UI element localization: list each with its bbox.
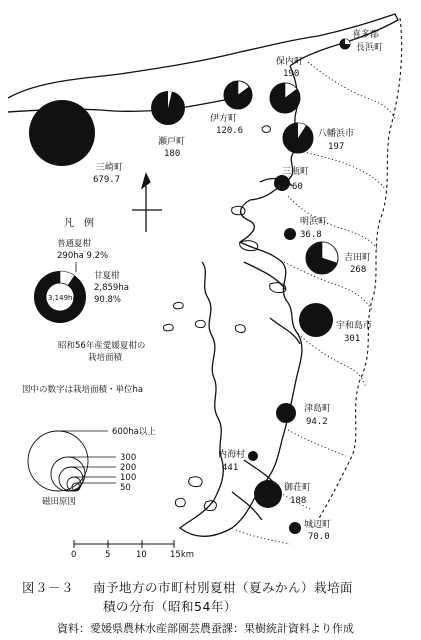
label-value: 60 [292, 182, 303, 192]
label-value: 268 [350, 265, 367, 275]
label-name: 八幡浜市 [318, 129, 355, 139]
figure-title-2: 積の分布（昭和54年） [103, 599, 237, 614]
scale-circle-label: 50 [120, 483, 131, 493]
legend-normal-value: 290ha 9.2% [57, 251, 109, 261]
legend-amanatsu-label: 甘夏柑 [94, 271, 120, 281]
scale-tick: 5 [105, 550, 111, 560]
label-name: 明浜町 [300, 217, 328, 227]
label-value: 94.2 [306, 417, 328, 427]
scale-circle-caption: 磁田原図 [42, 497, 77, 507]
label-name: 長浜町 [356, 43, 384, 53]
label-name: 伊方町 [210, 114, 238, 124]
label-name: 津島町 [304, 404, 332, 414]
legend-heading: 凡 例 [64, 218, 94, 229]
pie-akehama [284, 228, 296, 240]
label-name: 三瓶町 [282, 167, 310, 177]
pie-ikata [224, 81, 252, 109]
scale-tick: 10 [136, 550, 147, 560]
label-value: 441 [222, 463, 239, 473]
label-name: 御荘町 [284, 483, 312, 493]
legend-amanatsu-value2: 90.8% [94, 295, 122, 305]
scale-circle-label: 100 [120, 473, 137, 483]
label-name: 保内町 [276, 57, 304, 67]
legend-total-desc2: 栽培面積 [88, 353, 123, 363]
label-value: 190 [283, 69, 300, 79]
legend-normal-label: 普通夏柑 [57, 239, 92, 249]
pie-tsushima [276, 403, 296, 423]
pie-nagahama [340, 39, 350, 49]
scale-bar [71, 540, 194, 560]
figure-source: 資料：愛媛県農林水産部園芸農蚕課：果樹統計資料より作成 [57, 622, 354, 635]
label-name: 城辺町 [304, 520, 332, 530]
pie-misho [254, 480, 282, 508]
scale-tick: 15km [170, 550, 195, 560]
scale-tick: 0 [71, 550, 77, 560]
scale-circle-top: 600ha以上 [112, 427, 156, 437]
pie-uwajima [299, 303, 333, 337]
label-value: 36.8 [300, 230, 322, 240]
pie-mikame [274, 175, 290, 191]
pie-misaki [29, 100, 95, 166]
label-name: 吉田町 [344, 253, 372, 263]
pie-seto [151, 91, 185, 125]
label-value: 70.0 [308, 532, 330, 542]
figure-title-1: 南予地方の市町村別夏柑（夏みかん）栽培面 [92, 580, 353, 595]
figure-caption-line1 [22, 578, 421, 596]
label-value: 197 [328, 142, 345, 152]
legend [22, 216, 156, 507]
label-value: 679.7 [93, 175, 121, 185]
label-name: 三崎町 [96, 163, 124, 173]
pie-honai [270, 83, 300, 113]
legend-total-center: 3,149ha [48, 294, 77, 302]
legend-pie [34, 271, 86, 323]
label-value: 188 [290, 496, 307, 506]
legend-total-desc1: 昭和56年産愛媛夏柑の [58, 341, 146, 351]
label-name: 内海村 [218, 450, 246, 460]
label-value: 301 [344, 334, 361, 344]
scale-circle-label: 300 [120, 453, 137, 463]
scale-circles [28, 431, 116, 491]
pie-yoshida [306, 242, 338, 274]
label-name: 喜多郡 [352, 30, 380, 40]
legend-amanatsu-value1: 2,859ha [94, 283, 129, 293]
pie-uchiumi [248, 451, 258, 461]
figure-number: 図３－３ [22, 580, 75, 595]
legend-note: 図中の数字は栽培面積・単位ha [22, 385, 144, 395]
label-value: 120.6 [216, 126, 244, 136]
label-name: 瀬戸町 [158, 137, 186, 147]
pie-yawatahama [283, 123, 313, 153]
north-arrow [132, 174, 162, 232]
pie-johen [289, 522, 301, 534]
label-name: 宇和島市 [336, 321, 373, 331]
label-value: 180 [164, 149, 181, 159]
scale-circle-label: 200 [120, 463, 137, 473]
